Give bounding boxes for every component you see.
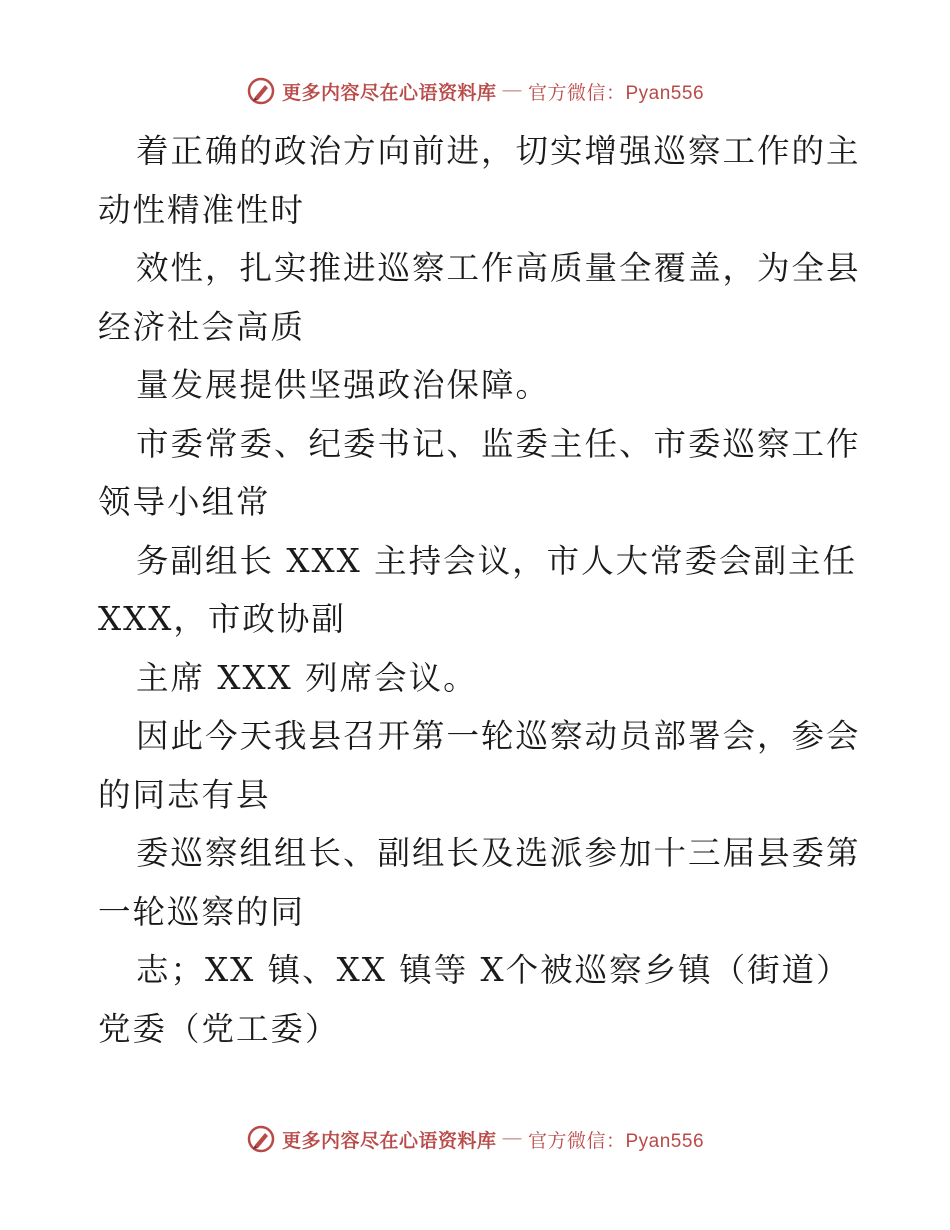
text-line: 务副组长 XXX 主持会议，市人大常委会副主任 [136,541,858,580]
watermark-footer [0,1124,950,1154]
watermark-main-text: 更多内容尽在心语资料库 [281,82,497,104]
watermark-separator: — [502,1128,522,1149]
text-line: 市委常委、纪委书记、监委主任、市委巡察工作 [136,424,861,463]
text-line: 着正确的政治方向前进，切实增强巡察工作的主 [136,132,861,170]
watermark-main-text: 更多内容尽在心语资料库 [281,1130,497,1152]
watermark-wechat-text: 官方微信：Pyan556 [528,82,705,104]
text-line: 志；XX 镇、XX 镇等 X个被巡察乡镇（街道） [136,951,851,989]
text-line: 因此今天我县召开第一轮巡察动员部署会，参会 [136,717,861,755]
pen-logo-icon [246,1124,276,1154]
text-line: 量发展提供坚强政治保障。 [136,366,551,404]
watermark-separator: — [502,80,522,101]
text-line: 效性，扎实推进巡察工作高质量全覆盖，为全县 [136,249,861,287]
text-line: 的同志有县 [98,775,271,814]
text-line: 主席 XXX 列席会议。 [136,658,478,697]
text-line: 委巡察组组长、副组长及选派参加十三届县委第 [136,834,861,872]
document-body [98,122,861,1058]
text-line: 经济社会高质 [98,307,306,346]
text-line: 领导小组常 [98,483,271,521]
watermark-header [0,76,950,106]
text-line: 党委（党工委） [98,1009,340,1048]
watermark-wechat-text: 官方微信：Pyan556 [528,1130,705,1152]
text-line: XXX，市政协副 [98,600,346,638]
text-line: 一轮巡察的同 [98,892,306,931]
text-line: 动性精准性时 [98,190,306,229]
pen-logo-icon [246,76,276,106]
